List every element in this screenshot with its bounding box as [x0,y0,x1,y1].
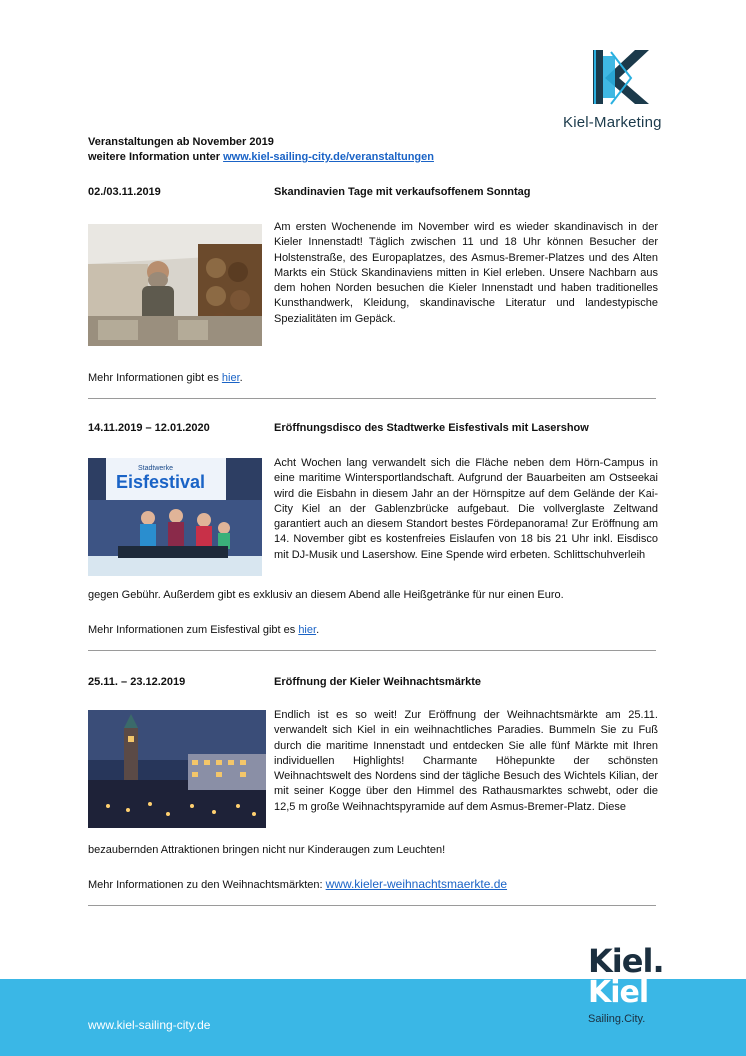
k-logo-icon [591,48,651,108]
kiel-marketing-logo [563,48,675,138]
divider [88,650,656,651]
event-3-title: Eröffnung der Kieler Weihnachtsmärkte [274,676,482,688]
event-2-title: Eröffnungsdisco des Stadtwerke Eisfestivals mit Lasershow [274,422,589,434]
sign-big-text: Eisfestival [116,472,206,492]
intro [88,135,434,165]
event-2-more-text: Mehr Informationen zum Eisfestival gibt es [88,624,299,636]
kiel-logo-mirror: Kiel [588,975,649,1010]
event-2-more-suffix: . [316,624,320,636]
kiel-sailing-city-logo [588,942,678,1025]
event-1-more [88,372,243,384]
event-3-photo [88,710,266,828]
event-2-more [88,624,319,636]
event-1-more-link[interactable]: hier [221,372,240,384]
event-3-more [88,877,507,891]
event-3-more-link[interactable]: www.kieler-weihnachtsmaerkte.de [325,877,508,891]
divider [88,398,656,399]
event-2-photo [88,458,262,576]
footer-tagline: Sailing.City. [588,1013,646,1025]
kiel-logo-word: Kiel. [588,942,664,980]
intro-prefix: weitere Information unter [88,151,224,163]
event-1-body: Am ersten Wochenende im November wird es wieder skandinavisch in der Kieler Innenstadt! Täglich zwischen 11 und 18 Uhr können Besucher der Holstenstraße, des Europaplatzes, des Asmus-Bremer-Platzes und des Alten Markts ein Stück Skandinaviens mitten in Kiel erleben. Unsere Nachbarn aus dem hohen Norden besuchen die Kieler Innenstadt und haben traditionelles Kunsthandwerk, Kleidung, skandinavische Literatur und landestypische Spezialitäten im Gepäck. [274,221,658,325]
divider [88,905,656,906]
footer-url[interactable]: www.kiel-sailing-city.de [88,1018,211,1032]
event-3-more-text: Mehr Informationen zu den Weihnachtsmärkten: [88,879,326,891]
event-1-more-suffix: . [239,372,243,384]
intro-title: Veranstaltungen ab November 2019 [88,136,274,148]
event-2-more-link[interactable]: hier [298,624,317,636]
event-1-more-text: Mehr Informationen gibt es [88,372,222,384]
event-2-body-wrapped: Acht Wochen lang verwandelt sich die Fläche neben dem Hörn-Campus in eine maritime Wintersportlandschaft. Aufgrund der Bauarbeiten am Ostseekai wird die Eisbahn in diesem Jahr an der Hörnspitze auf dem Gelände der Kai-City Kiel an der Gablenzbrücke aufgebaut. Die vollverglaste Zeltwand garantiert auch an diesem Standort bestes Fördepanorama! Zur Eröffnung am 14. November gibt es kostenfreies Eislaufen von 18 bis 21 Uhr inkl. Eisdisco mit DJ-Musik und Lasershow. Eine Spende wird erbeten. Schlittschuhverleih [274,457,658,561]
event-3-body-wrapped: Endlich ist es so weit! Zur Eröffnung der Weihnachtsmärkte am 25.11. verwandelt sich Kiel in ein weihnachtliches Paradies. Bummeln Sie zu Fuß durch die maritime Innenstadt und entdecken Sie alle fünf Märkte mit Ihren individuellen Highlights! Charmante Höhepunkte der schönsten Weihnachtswelt des Nordens sind der tägliche Besuch des Wichtels Kilian, der mit seiner Kogge über den Himmel des Rathausmarktes schwebt, oder die 12,5 m große Weihnachtspyramide auf dem Asmus-Bremer-Platz. Diese [274,709,658,813]
events-link[interactable]: www.kiel-sailing-city.de/veranstaltungen [223,151,434,163]
event-3-body-full: bezaubernden Attraktionen bringen nicht nur Kinderaugen zum Leuchten! [88,844,446,856]
sign-small-text: Stadtwerke [138,465,174,472]
event-1-title: Skandinavien Tage mit verkaufsoffenem Sonntag [274,186,531,198]
event-1-date: 02./03.11.2019 [88,186,161,198]
intro-line2 [88,150,434,165]
event-1-photo [88,224,262,346]
footer [0,942,746,1056]
event-2-body-full: gegen Gebühr. Außerdem gibt es exklusiv an diesem Abend alle Heißgetränke für nur einen Euro. [88,589,564,601]
logo-text: Kiel-Marketing [563,114,662,131]
event-2-date: 14.11.2019 – 12.01.2020 [88,422,210,434]
event-3-date: 25.11. – 23.12.2019 [88,676,186,688]
